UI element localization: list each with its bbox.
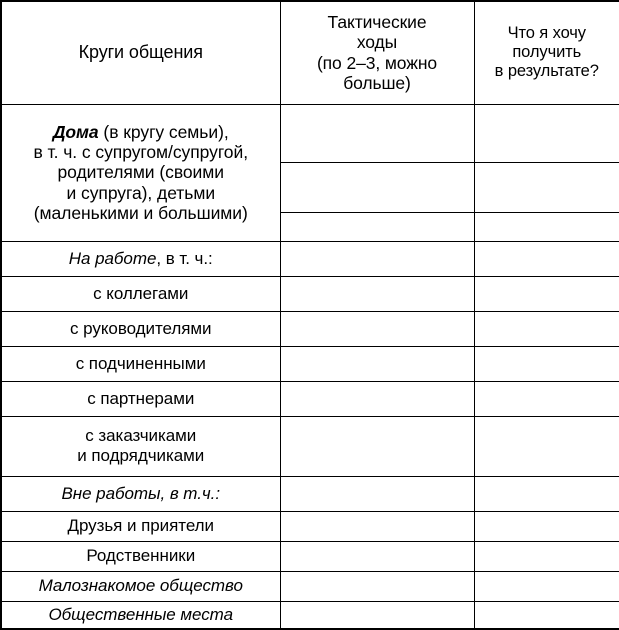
column-header-circles: Круги общения <box>1 1 280 104</box>
circle-label-outside-work-text: Вне работы, в т.ч.: <box>61 483 220 503</box>
circle-label-partners-text: с партнерами <box>87 388 195 408</box>
result-cell-clients-0[interactable] <box>474 416 619 476</box>
circle-label-home-part-4: и супруга), детьми <box>66 182 216 203</box>
result-cell-friends-0[interactable] <box>474 511 619 541</box>
circle-label-relatives-text: Родственники <box>86 546 196 566</box>
column-header-tactics-line4: больше) <box>343 73 411 94</box>
column-header-result-line1: Что я хочу <box>507 24 586 43</box>
circle-label-clients-line-0: с заказчиками <box>85 426 197 446</box>
result-cell-outside-work-0[interactable] <box>474 476 619 511</box>
table-row <box>1 601 619 629</box>
tactics-cell-public-places-0[interactable] <box>280 601 474 629</box>
circle-label-relatives <box>1 541 280 571</box>
circle-label-outside-work <box>1 476 280 511</box>
tactics-cell-managers-0[interactable] <box>280 311 474 346</box>
column-header-result <box>474 1 619 104</box>
circle-label-colleagues <box>1 276 280 311</box>
circle-label-at-work-part-0: На работе <box>68 248 157 268</box>
table-row <box>1 311 619 346</box>
table-row <box>1 241 619 276</box>
table-header-row <box>1 1 619 104</box>
circle-label-home-part-2: в т. ч. с супругом/супругой, <box>33 142 249 163</box>
tactics-cell-clients-0[interactable] <box>280 416 474 476</box>
circle-label-home-part-3: родителями (своими <box>57 162 224 183</box>
result-cell-public-places-0[interactable] <box>474 601 619 629</box>
table-row <box>1 541 619 571</box>
table-row <box>1 476 619 511</box>
table-header <box>1 1 619 104</box>
table-row <box>1 381 619 416</box>
circle-label-colleagues-text: с коллегами <box>93 283 189 303</box>
table-row <box>1 276 619 311</box>
tactics-cell-colleagues-0[interactable] <box>280 276 474 311</box>
result-cell-partners-0[interactable] <box>474 381 619 416</box>
circle-label-managers-text: с руководителями <box>70 318 212 338</box>
tactics-cell-home-1[interactable] <box>280 162 474 212</box>
table-row <box>1 346 619 381</box>
table-row <box>1 571 619 601</box>
table-row <box>1 416 619 476</box>
column-header-tactics-line3: (по 2–3, можно <box>316 52 438 73</box>
column-header-tactics <box>280 1 474 104</box>
circle-label-home-part-0: Дома <box>52 121 99 142</box>
circle-label-home-part-1: (в кругу семьи), <box>98 121 229 142</box>
circle-label-subordinates <box>1 346 280 381</box>
column-header-tactics-line1: Тактические <box>327 12 427 33</box>
table-body <box>1 104 619 629</box>
tactics-cell-outside-work-0[interactable] <box>280 476 474 511</box>
tactics-cell-home-0[interactable] <box>280 104 474 162</box>
result-cell-home-2[interactable] <box>474 212 619 241</box>
circle-label-friends-text: Друзья и приятели <box>67 516 214 536</box>
circle-label-managers <box>1 311 280 346</box>
tactics-cell-relatives-0[interactable] <box>280 541 474 571</box>
circle-label-home-part-5: (маленькими и большими) <box>33 202 248 223</box>
result-cell-colleagues-0[interactable] <box>474 276 619 311</box>
result-cell-relatives-0[interactable] <box>474 541 619 571</box>
column-header-result-line2: получить <box>512 43 582 62</box>
circle-label-friends <box>1 511 280 541</box>
circle-label-at-work <box>1 241 280 276</box>
circle-label-acquaintances-text: Малознакомое общество <box>38 576 243 596</box>
result-cell-home-1[interactable] <box>474 162 619 212</box>
circle-label-at-work-part-1: , в т. ч.: <box>156 248 213 268</box>
result-cell-managers-0[interactable] <box>474 311 619 346</box>
circle-label-home <box>1 104 280 241</box>
result-cell-at-work-0[interactable] <box>474 241 619 276</box>
circle-label-public-places <box>1 601 280 629</box>
circle-label-clients-line-1: и подрядчиками <box>77 446 205 465</box>
tactics-cell-at-work-0[interactable] <box>280 241 474 276</box>
tactics-cell-partners-0[interactable] <box>280 381 474 416</box>
result-cell-acquaintances-0[interactable] <box>474 571 619 601</box>
table-row <box>1 104 619 162</box>
result-cell-home-0[interactable] <box>474 104 619 162</box>
circle-label-acquaintances <box>1 571 280 601</box>
tactics-cell-friends-0[interactable] <box>280 511 474 541</box>
circle-label-clients <box>1 416 280 476</box>
result-cell-subordinates-0[interactable] <box>474 346 619 381</box>
table-row <box>1 511 619 541</box>
tactics-cell-subordinates-0[interactable] <box>280 346 474 381</box>
column-header-tactics-line2: ходы <box>356 32 398 53</box>
circle-label-subordinates-text: с подчиненными <box>75 353 206 373</box>
tactics-cell-acquaintances-0[interactable] <box>280 571 474 601</box>
tactics-cell-home-2[interactable] <box>280 212 474 241</box>
circle-label-public-places-text: Общественные места <box>48 604 233 624</box>
circle-label-partners <box>1 381 280 416</box>
column-header-result-line3: в результате? <box>494 62 599 81</box>
